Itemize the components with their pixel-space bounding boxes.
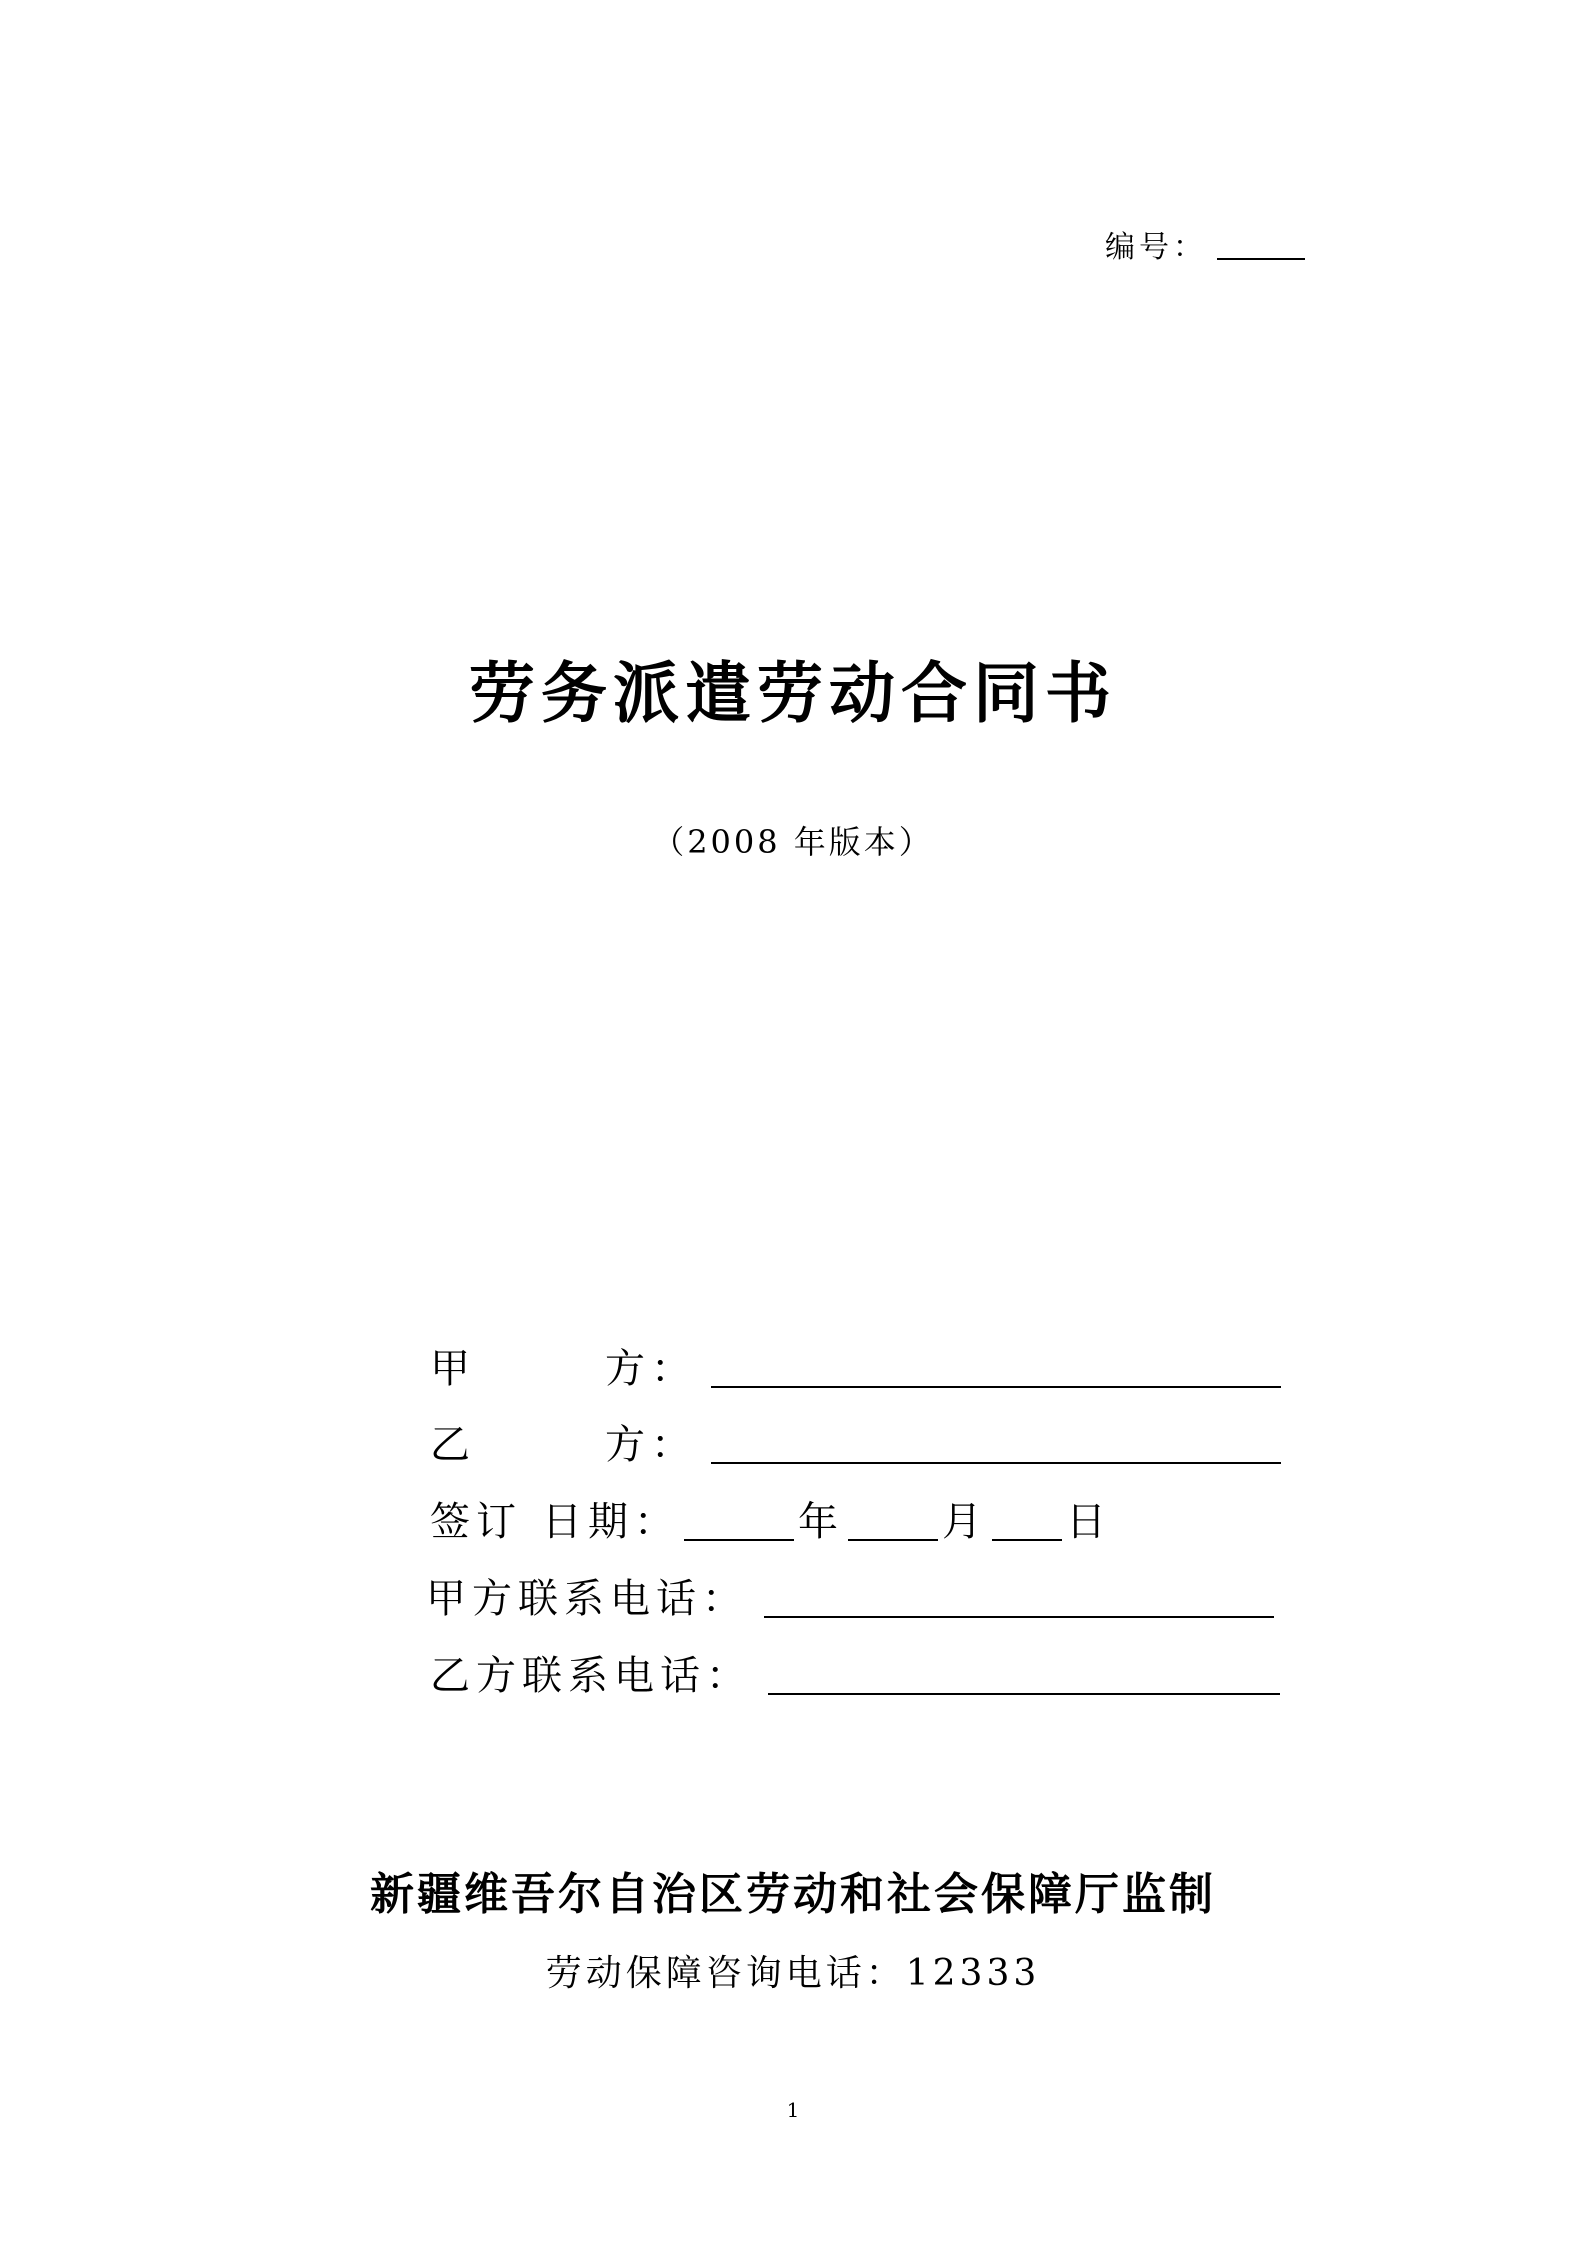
party-a-phone-blank[interactable] bbox=[764, 1616, 1274, 1618]
party-b-phone-row bbox=[430, 1644, 1280, 1701]
sign-date-label-2: 日期： bbox=[542, 1499, 680, 1545]
document-edition: （2008 年版本） bbox=[652, 823, 934, 861]
party-b-phone-label: 乙方联系电话： bbox=[430, 1653, 752, 1699]
party-a-label-char: 甲 bbox=[430, 1346, 476, 1392]
party-b-blank[interactable] bbox=[711, 1462, 1281, 1464]
serial-number bbox=[1105, 222, 1305, 266]
document-title: 劳务派遣劳动合同书 bbox=[469, 654, 1117, 732]
year-label: 年 bbox=[798, 1499, 844, 1545]
sign-month-blank[interactable] bbox=[848, 1539, 938, 1541]
issuer: 新疆维吾尔自治区劳动和社会保障厅监制 bbox=[370, 1869, 1216, 1920]
party-a-phone-row bbox=[426, 1567, 1274, 1624]
party-b-label: 方： bbox=[605, 1422, 697, 1468]
party-a-phone-label: 甲方联系电话： bbox=[426, 1576, 748, 1622]
party-a-blank[interactable] bbox=[711, 1386, 1281, 1388]
month-label: 月 bbox=[942, 1499, 988, 1545]
serial-number-blank[interactable] bbox=[1217, 258, 1305, 260]
day-label: 日 bbox=[1066, 1499, 1112, 1545]
serial-number-label: 编号： bbox=[1105, 230, 1207, 265]
party-b-label-char: 乙 bbox=[430, 1422, 476, 1468]
hotline: 劳动保障咨询电话：12333 bbox=[545, 1953, 1041, 1994]
sign-day-blank[interactable] bbox=[992, 1539, 1062, 1541]
party-b-row bbox=[430, 1413, 1281, 1470]
party-b-phone-blank[interactable] bbox=[768, 1693, 1280, 1695]
sign-date-label-1: 签订 bbox=[430, 1499, 522, 1545]
sign-year-blank[interactable] bbox=[684, 1539, 794, 1541]
party-a-row bbox=[430, 1337, 1281, 1394]
party-a-label: 方： bbox=[605, 1346, 697, 1392]
page-number: 1 bbox=[786, 2098, 800, 2122]
sign-date-row bbox=[430, 1490, 1112, 1547]
